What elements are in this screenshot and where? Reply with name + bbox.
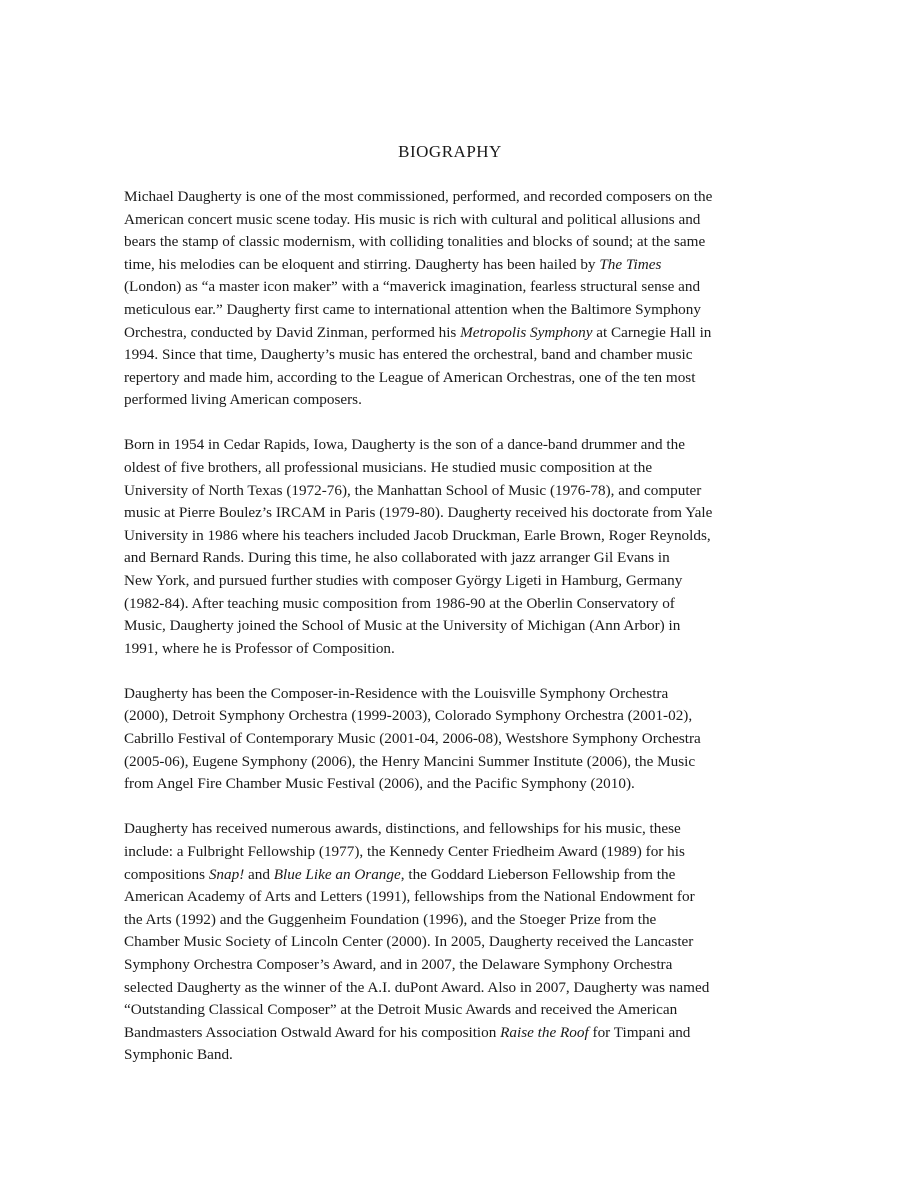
text-line bbox=[124, 231, 794, 254]
text-run: Daugherty has received numerous awards, distinctions, and fellowships for his music, these bbox=[124, 820, 681, 838]
text-line bbox=[124, 480, 794, 503]
text-run: selected Daugherty as the winner of the A.I. duPont Award. Also in 2007, Daugherty was named bbox=[124, 978, 710, 996]
biography-paragraph-3 bbox=[124, 683, 794, 796]
text-line bbox=[124, 570, 794, 593]
text-run: (London) as “a master icon maker” with a “maverick imagination, fearless structural sense and bbox=[124, 278, 701, 296]
text-run: American Academy of Arts and Letters (1991), fellowships from the National Endowment for bbox=[124, 888, 695, 906]
text-line bbox=[124, 344, 794, 367]
text-line bbox=[124, 254, 794, 277]
text-run: Music, Daugherty joined the School of Music at the University of Michigan (Ann Arbor) in bbox=[124, 617, 681, 635]
text-line bbox=[124, 773, 794, 796]
text-run: Michael Daugherty is one of the most commissioned, performed, and recorded composers on the bbox=[124, 188, 713, 205]
text-run: compositions bbox=[124, 865, 209, 883]
text-line bbox=[124, 322, 794, 345]
text-run: from Angel Fire Chamber Music Festival (2006), and the Pacific Symphony (2010). bbox=[124, 775, 635, 793]
text-run: meticulous ear.” Daugherty first came to international attention when the Baltimore Symphony bbox=[124, 300, 701, 318]
text-run: performed living American composers. bbox=[124, 391, 362, 409]
text-line bbox=[124, 638, 794, 661]
text-run: “Outstanding Classical Composer” at the Detroit Music Awards and received the American bbox=[124, 1001, 678, 1019]
text-line bbox=[124, 683, 794, 706]
text-run: (1982-84). After teaching music composition from 1986-90 at the Oberlin Conservatory of bbox=[124, 594, 675, 612]
text-run: for Timpani and bbox=[588, 1023, 691, 1041]
text-line bbox=[124, 705, 794, 728]
text-line bbox=[124, 367, 794, 390]
italic-title: Raise the Roof bbox=[500, 1023, 589, 1041]
text-line bbox=[124, 209, 794, 232]
text-run: University of North Texas (1972-76), the Manhattan School of Music (1976-78), and computer bbox=[124, 481, 702, 499]
text-run: and Bernard Rands. During this time, he also collaborated with jazz arranger Gil Evans in bbox=[124, 549, 670, 567]
text-line bbox=[124, 728, 794, 751]
text-run: repertory and made him, according to the League of American Orchestras, one of the ten most bbox=[124, 368, 696, 386]
text-run: oldest of five brothers, all professional musicians. He studied music composition at the bbox=[124, 459, 653, 477]
text-line bbox=[124, 276, 794, 299]
text-run: include: a Fulbright Fellowship (1977), the Kennedy Center Friedheim Award (1989) for his bbox=[124, 842, 685, 860]
text-line bbox=[124, 593, 794, 616]
text-run: Chamber Music Society of Lincoln Center (2000). In 2005, Daugherty received the Lancaster bbox=[124, 933, 694, 951]
biography-body bbox=[124, 186, 794, 1089]
text-run: Bandmasters Association Ostwald Award for his composition bbox=[124, 1023, 501, 1041]
text-run: Cabrillo Festival of Contemporary Music (2001-04, 2006-08), Westshore Symphony Orchestra bbox=[124, 730, 701, 748]
text-line bbox=[124, 434, 794, 457]
text-run: Symphony Orchestra Composer’s Award, and in 2007, the Delaware Symphony Orchestra bbox=[124, 955, 673, 973]
text-line bbox=[124, 547, 794, 570]
text-run: Symphonic Band. bbox=[124, 1046, 233, 1064]
text-run: University in 1986 where his teachers included Jacob Druckman, Earle Brown, Roger Reynolds, bbox=[124, 526, 711, 544]
text-run: music at Pierre Boulez’s IRCAM in Paris (1979-80). Daugherty received his doctorate from Yale bbox=[124, 504, 713, 522]
text-line bbox=[124, 525, 794, 548]
italic-title: The Times bbox=[599, 255, 662, 273]
text-line bbox=[124, 299, 794, 322]
text-run: 1994. Since that time, Daugherty’s music has entered the orchestral, band and chamber music bbox=[124, 346, 693, 364]
text-line bbox=[124, 886, 794, 909]
italic-title: Blue Like an Orange bbox=[273, 865, 401, 883]
text-line bbox=[124, 751, 794, 774]
text-run: 1991, where he is Professor of Composition. bbox=[124, 639, 395, 657]
text-line bbox=[124, 502, 794, 525]
text-run: the Arts (1992) and the Guggenheim Foundation (1996), and the Stoeger Prize from the bbox=[124, 910, 657, 928]
biography-paragraph-1 bbox=[124, 186, 794, 412]
text-line bbox=[124, 931, 794, 954]
italic-title: Metropolis Symphony bbox=[460, 323, 593, 341]
text-line bbox=[124, 864, 794, 887]
text-line bbox=[124, 818, 794, 841]
text-line bbox=[124, 909, 794, 932]
text-run: time, his melodies can be eloquent and stirring. Daugherty has been hailed by bbox=[124, 255, 600, 273]
text-line bbox=[124, 841, 794, 864]
text-line bbox=[124, 615, 794, 638]
text-line bbox=[124, 1044, 794, 1067]
text-run: , the Goddard Lieberson Fellowship from the bbox=[400, 865, 676, 883]
text-run: Born in 1954 in Cedar Rapids, Iowa, Daugherty is the son of a dance-band drummer and the bbox=[124, 436, 685, 454]
page-title: BIOGRAPHY bbox=[398, 142, 502, 161]
biography-paragraph-2 bbox=[124, 434, 794, 660]
text-run: (2005-06), Eugene Symphony (2006), the Henry Mancini Summer Institute (2006), the Music bbox=[124, 752, 696, 770]
biography-paragraph-4 bbox=[124, 818, 794, 1067]
text-run: New York, and pursued further studies with composer György Ligeti in Hamburg, Germany bbox=[124, 572, 683, 589]
text-line bbox=[124, 1022, 794, 1045]
text-run: and bbox=[244, 865, 274, 883]
text-line bbox=[124, 999, 794, 1022]
text-line bbox=[124, 954, 794, 977]
text-line bbox=[124, 389, 794, 412]
text-run: American concert music scene today. His music is rich with cultural and political allusions and bbox=[124, 210, 701, 228]
text-line bbox=[124, 457, 794, 480]
text-line bbox=[124, 186, 794, 209]
text-run: Daugherty has been the Composer-in-Residence with the Louisville Symphony Orchestra bbox=[124, 684, 669, 702]
text-run: bears the stamp of classic modernism, with colliding tonalities and blocks of sound; at the same bbox=[124, 233, 706, 251]
text-run: at Carnegie Hall in bbox=[592, 323, 712, 341]
italic-title: Snap! bbox=[208, 865, 245, 883]
text-run: (2000), Detroit Symphony Orchestra (1999-2003), Colorado Symphony Orchestra (2001-02), bbox=[124, 707, 693, 725]
text-line bbox=[124, 977, 794, 1000]
text-run: Orchestra, conducted by David Zinman, performed his bbox=[124, 323, 461, 341]
